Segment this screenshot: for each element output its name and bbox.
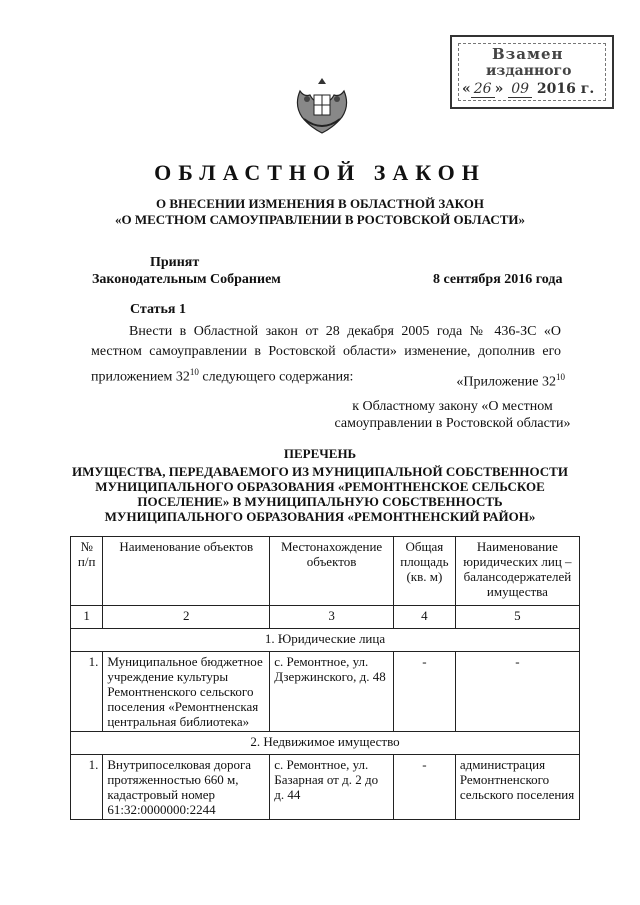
- list-subtitle: [70, 464, 570, 524]
- document-title: ОБЛАСТНОЙ ЗАКОН: [154, 160, 486, 185]
- stamp-line-2: изданного: [486, 63, 572, 79]
- article-text-part-1: Внести в Областной закон от 28 декабря 2005 года № 436-ЗС «О местном самоуправлении в Ростовской области» изменение, дополнив его приложением 32: [91, 324, 561, 385]
- article-heading: Статья 1: [130, 302, 186, 317]
- appendix-reference-line-2: самоуправлении в Ростовской области»: [334, 416, 571, 431]
- property-table: [70, 536, 580, 820]
- row-object-name: Муниципальное бюджетное учреждение культуры Ремонтненского сельского поселения «Ремонтненская центральная библиотека»: [103, 652, 270, 732]
- row-number: 1.: [71, 755, 103, 820]
- column-number-row: [71, 606, 580, 629]
- section-row-real-estate: [71, 732, 580, 755]
- column-number-1: 1: [71, 606, 103, 629]
- list-subtitle-line-3: ПОСЕЛЕНИЕ» В МУНИЦИПАЛЬНУЮ СОБСТВЕННОСТЬ: [137, 494, 503, 509]
- appendix-reference-line-1: к Областному закону «О местном: [352, 399, 553, 414]
- stamp-date-line: « 26 » 09 2016 г.: [462, 81, 595, 97]
- column-number-5: 5: [455, 606, 579, 629]
- header-holder: Наименование юридических лиц – балансодержателей имущества: [455, 537, 579, 606]
- coat-of-arms-icon: [292, 75, 352, 137]
- appendix-title-sup: 10: [556, 372, 565, 382]
- section-title-real-estate: 2. Недвижимое имущество: [71, 732, 580, 755]
- table-row: [71, 652, 580, 732]
- stamp-year: 2016: [536, 81, 576, 97]
- column-number-2: 2: [103, 606, 270, 629]
- article-sup: 10: [189, 367, 199, 377]
- row-location: с. Ремонтное, ул. Дзержинского, д. 48: [270, 652, 394, 732]
- appendix-title: [456, 372, 565, 391]
- stamp-suffix: г.: [580, 81, 595, 97]
- list-subtitle-line-4: МУНИЦИПАЛЬНОГО ОБРАЗОВАНИЯ «РЕМОНТНЕНСКИЙ РАЙОН»: [104, 509, 536, 524]
- article-text-part-2: следующего содержания:: [198, 369, 354, 385]
- list-subtitle-line-2: МУНИЦИПАЛЬНОГО ОБРАЗОВАНИЯ «РЕМОНТНЕНСКОЕ СЕЛЬСКОЕ: [95, 479, 545, 494]
- row-location: с. Ремонтное, ул. Базарная от д. 2 до д. 44: [270, 755, 394, 820]
- header-location: Местонахождение объектов: [270, 537, 394, 606]
- stamp-month: 09: [508, 81, 532, 98]
- column-number-3: 3: [270, 606, 394, 629]
- stamp-line-1: Взамен: [492, 45, 564, 63]
- assembly-label: Законодательным Собранием: [92, 272, 281, 287]
- subtitle-line-1: О ВНЕСЕНИИ ИЗМЕНЕНИЯ В ОБЛАСТНОЙ ЗАКОН: [156, 196, 484, 211]
- row-area: -: [393, 755, 455, 820]
- appendix-title-main: «Приложение 32: [456, 374, 556, 390]
- stamp-day: 26: [471, 81, 495, 98]
- row-object-name: Внутрипоселковая дорога протяженностью 660 м, кадастровый номер 61:32:0000000:2244: [103, 755, 270, 820]
- header-object-name: Наименование объектов: [103, 537, 270, 606]
- accepted-label: Принят: [150, 255, 200, 270]
- row-holder: -: [455, 652, 579, 732]
- section-title-legal-entities: 1. Юридические лица: [71, 629, 580, 652]
- row-holder: администрация Ремонтненского сельского поселения: [455, 755, 579, 820]
- table-header-row: [71, 537, 580, 606]
- list-title: ПЕРЕЧЕНЬ: [283, 446, 357, 461]
- replacement-stamp: [450, 35, 614, 109]
- row-area: -: [393, 652, 455, 732]
- header-area: Общая площадь (кв. м): [393, 537, 455, 606]
- column-number-4: 4: [393, 606, 455, 629]
- list-subtitle-line-1: ИМУЩЕСТВА, ПЕРЕДАВАЕМОГО ИЗ МУНИЦИПАЛЬНОЙ СОБСТВЕННОСТИ: [72, 464, 568, 479]
- table-row: [71, 755, 580, 820]
- document-subtitle: [0, 196, 640, 228]
- section-row-legal-entities: [71, 629, 580, 652]
- adoption-date: 8 сентября 2016 года: [433, 272, 563, 287]
- subtitle-line-2: «О МЕСТНОМ САМОУПРАВЛЕНИИ В РОСТОВСКОЙ ОБЛАСТИ»: [115, 212, 525, 227]
- row-number: 1.: [71, 652, 103, 732]
- appendix-reference: [330, 398, 575, 432]
- header-number: № п/п: [71, 537, 103, 606]
